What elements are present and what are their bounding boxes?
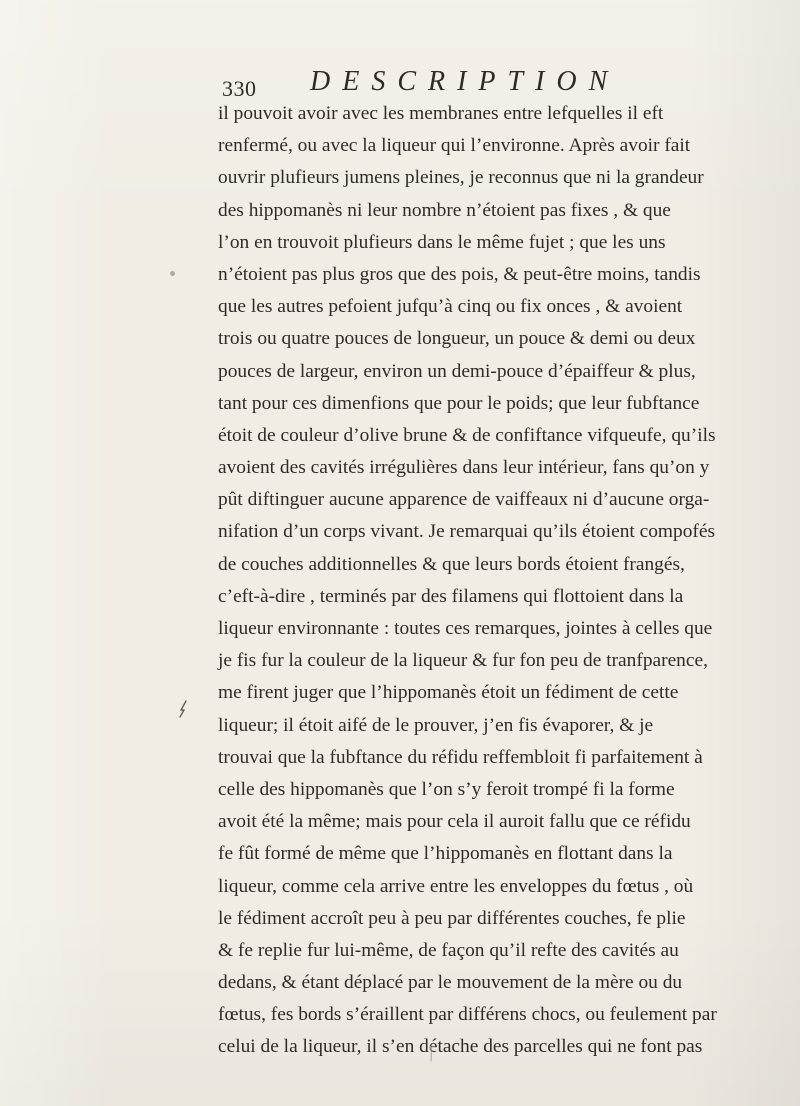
paper-mark-icon	[426, 1044, 436, 1062]
text-line: fe fût formé de même que l’hippomanès en flottant dans la	[218, 843, 673, 865]
text-line: trois ou quatre pouces de longueur, un pouce & demi ou deux	[218, 328, 696, 350]
text-line: il pouvoit avoir avec les membranes entre lefquelles il eft	[218, 103, 664, 124]
text-line: & fe replie fur lui-même, de façon qu’il refte des cavités au	[218, 939, 679, 961]
text-line: liqueur environnante : toutes ces remarques, jointes à celles que	[218, 618, 713, 639]
text-line: celle des hippomanès que l’on s’y feroit trompé fi la forme	[218, 778, 675, 800]
text-line: des hippomanès ni leur nombre n’étoient pas fixes , & que	[218, 199, 671, 221]
text-line: pouces de largeur, environ un demi-pouce d’épaiffeur & plus,	[218, 360, 696, 382]
text-line: c’eft-à-dire , terminés par des filamens qui flottoient dans la	[218, 585, 684, 607]
text-line: renfermé, ou avec la liqueur qui l’environne. Après avoir fait	[218, 135, 691, 157]
text-line: avoit été la même; mais pour cela il auroit fallu que ce réfidu	[218, 811, 691, 833]
text-line: me firent juger que l’hippomanès étoit un fédiment de cette	[218, 682, 679, 704]
text-line: que les autres pefoient jufqu’à cinq ou fix onces , & avoient	[218, 296, 683, 318]
text-line: nifation d’un corps vivant. Je remarquai qu’ils étoient compofés	[218, 521, 716, 543]
text-line: n’étoient pas plus gros que des pois, & peut-être moins, tandis	[218, 263, 701, 285]
text-line: avoient des cavités irrégulières dans leur intérieur, fans qu’on y	[218, 457, 710, 479]
text-line: celui de la liqueur, il s’en détache des parcelles qui ne font pas	[218, 1036, 703, 1058]
text-line: le fédiment accroît peu à peu par différentes couches, fe plie	[218, 907, 686, 929]
text-line: je fis fur la couleur de la liqueur & fur fon peu de tranfparence,	[218, 650, 708, 672]
page-number: 330	[222, 76, 257, 101]
text-line: de couches additionnelles & que leurs bords étoient frangés,	[218, 553, 685, 575]
body-text	[218, 98, 717, 1064]
margin-pencil-mark-icon	[178, 700, 188, 718]
text-line: dedans, & étant déplacé par le mouvement de la mère ou du	[218, 972, 683, 994]
text-line: liqueur; il étoit aifé de le prouver, j’en fis évaporer, & je	[218, 714, 654, 736]
margin-ink-dot-icon	[170, 271, 175, 276]
text-line: trouvai que la fubftance du réfidu reffembloit fi parfaitement à	[218, 746, 703, 768]
text-line: l’on en trouvoit plufieurs dans le même fujet ; que les uns	[218, 231, 666, 253]
text-line: étoit de couleur d’olive brune & de confiftance vifqueufe, qu’ils	[218, 424, 716, 446]
text-line: ouvrir plufieurs jumens pleines, je reconnus que ni la grandeur	[218, 167, 704, 189]
text-line: tant pour ces dimenfions que pour le poids; que leur fubftance	[218, 392, 700, 414]
text-line: liqueur, comme cela arrive entre les enveloppes du fœtus , où	[218, 875, 694, 897]
text-line: pût diftinguer aucune apparence de vaiffeaux ni d’aucune orga-	[218, 489, 710, 511]
running-head: DESCRIPTION	[310, 66, 620, 97]
text-line: fœtus, fes bords s’éraillent par différens chocs, ou feulement par	[218, 1004, 717, 1026]
